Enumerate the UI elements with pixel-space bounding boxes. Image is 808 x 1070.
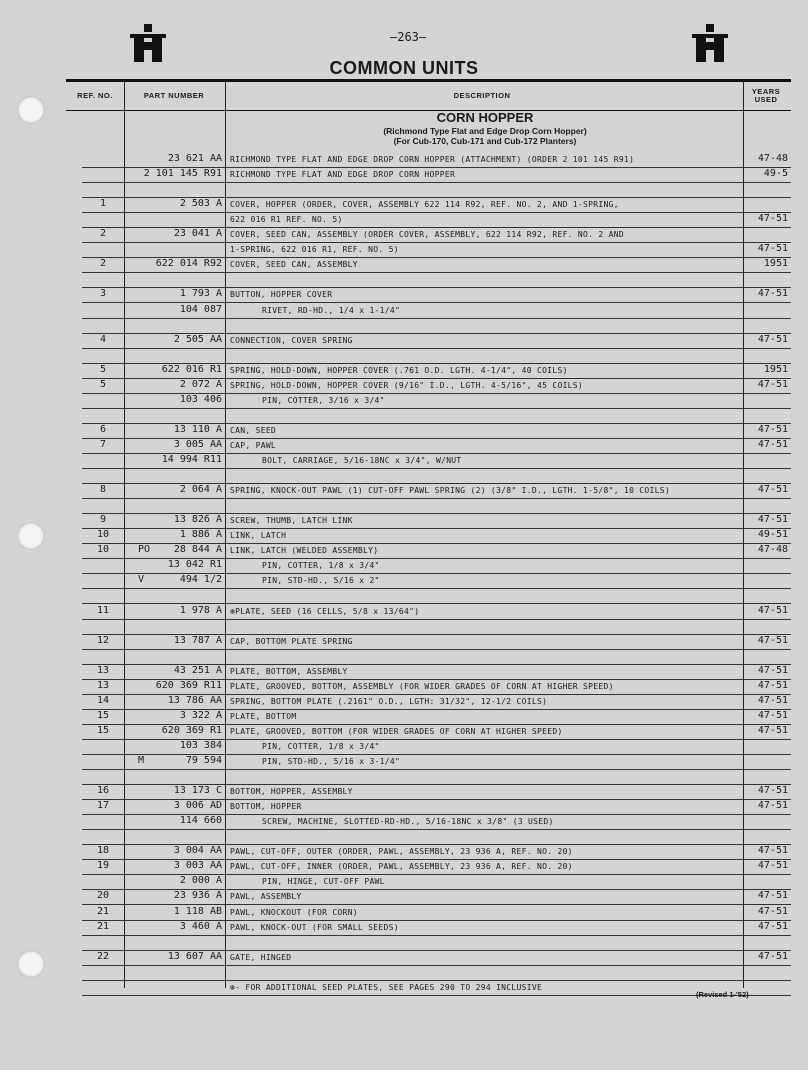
table-row (82, 950, 791, 966)
part-description: LINK, LATCH (WELDED ASSEMBLY) (230, 546, 379, 556)
part-description: PAWL, CUT-OFF, OUTER (ORDER, PAWL, ASSEMBLY, 23 936 A, REF. NO. 20) (230, 847, 573, 857)
table-row (82, 739, 791, 755)
part-description: BUTTON, HOPPER COVER (230, 290, 333, 300)
part-description: PAWL, KNOCKOUT (FOR CORN) (230, 907, 358, 917)
part-prefix: V (138, 574, 145, 586)
part-description: PLATE, BOTTOM (230, 711, 297, 721)
ref-number: 2 (99, 228, 107, 240)
ref-number: 17 (96, 800, 110, 812)
table-row (82, 935, 791, 951)
header-description: DESCRIPTION (453, 91, 511, 100)
part-number: 23 041 A (173, 228, 222, 240)
part-description: PAWL, KNOCK-OUT (FOR SMALL SEEDS) (230, 922, 399, 932)
part-description: PIN, HINGE, CUT-OFF PAWL (262, 877, 385, 887)
table-row (82, 664, 791, 680)
table-row (82, 889, 791, 905)
part-number: 2 101 145 R91 (143, 168, 222, 180)
years-used: 1951 (763, 363, 788, 375)
ref-number: 10 (96, 544, 110, 556)
part-description: COVER, SEED CAN, ASSEMBLY (230, 260, 358, 270)
part-description: COVER, HOPPER (ORDER, COVER, ASSEMBLY 622 114 R92, REF. NO. 2, AND 1-SPRING, (230, 200, 619, 210)
part-description: COVER, SEED CAN, ASSEMBLY (ORDER COVER, ASSEMBLY, 622 114 R92, REF. NO. 2 AND (230, 230, 624, 240)
part-number: 28 844 A (173, 544, 222, 556)
ref-number: 9 (99, 514, 107, 526)
years-used: 47-51 (757, 890, 788, 902)
table-row (82, 167, 791, 183)
table-row (82, 513, 791, 529)
part-number: 13 826 A (173, 514, 222, 526)
ref-number: 1 (99, 198, 107, 210)
years-used: 47-51 (757, 634, 788, 646)
ref-number: 13 (96, 664, 110, 676)
table-row (82, 724, 791, 740)
ref-number: 5 (99, 363, 107, 375)
part-description: SPRING, HOLD-DOWN, HOPPER COVER (.761 O.D. LGTH. 4-1/4", 40 COILS) (230, 365, 568, 375)
part-number: 43 251 A (173, 664, 222, 676)
ref-number: 15 (96, 724, 110, 736)
part-description: SCREW, THUMB, LATCH LINK (230, 516, 353, 526)
table-row (82, 393, 791, 409)
table-row (82, 694, 791, 710)
part-number: 2 072 A (179, 378, 222, 390)
table-row (82, 408, 791, 424)
part-number: 23 621 AA (167, 153, 222, 164)
table-row (82, 905, 791, 921)
part-number: 79 594 (185, 755, 222, 766)
table-row (82, 378, 791, 394)
ref-number: 12 (96, 634, 110, 646)
table-row (82, 649, 791, 665)
table-row (82, 348, 791, 364)
table-row (82, 784, 791, 800)
table-row (82, 152, 791, 168)
ref-number: 18 (96, 845, 110, 857)
part-description: CAP, BOTTOM PLATE SPRING (230, 636, 353, 646)
ref-number: 19 (96, 860, 110, 872)
ref-number: 20 (96, 890, 110, 902)
part-description: PLATE, BOTTOM, ASSEMBLY (230, 666, 348, 676)
part-description: CAN, SEED (230, 425, 277, 435)
ref-number: 11 (96, 604, 110, 616)
part-description: BOTTOM, HOPPER (230, 802, 302, 812)
part-description: RIVET, RD-HD., 1/4 x 1-1/4" (262, 305, 401, 315)
part-description: PIN, COTTER, 3/16 x 3/4" (262, 395, 385, 405)
table-row (82, 333, 791, 349)
table-row (82, 965, 791, 981)
table-row (82, 709, 791, 725)
part-description: SPRING, BOTTOM PLATE (.2161" O.D., LGTH: 31/32", 12-1/2 COILS) (230, 696, 548, 706)
part-description: PIN, COTTER, 1/8 x 3/4" (262, 561, 380, 571)
part-description: SCREW, MACHINE, SLOTTED-RD-HD., 5/16-18NC x 3/8" (3 USED) (262, 817, 554, 827)
part-description: RICHMOND TYPE FLAT AND EDGE DROP CORN HOPPER (ATTACHMENT) (ORDER 2 101 145 R91) (230, 155, 635, 164)
years-used: 47-51 (757, 438, 788, 450)
ref-number: 8 (99, 484, 107, 496)
part-description: CAP, PAWL (230, 440, 277, 450)
ref-number: 5 (99, 378, 107, 390)
table-row (82, 318, 791, 334)
table-row (82, 272, 791, 288)
years-used: 47-51 (757, 920, 788, 932)
years-used: 47-51 (757, 484, 788, 496)
table-row (82, 438, 791, 454)
table-row (82, 528, 791, 544)
table-row (82, 197, 791, 213)
section-subtitle: (Richmond Type Flat and Edge Drop Corn Hopper) (383, 126, 587, 136)
years-used: 47-51 (757, 785, 788, 797)
table-row (82, 227, 791, 243)
header-part: PART NUMBER (143, 91, 205, 100)
table-row (82, 573, 791, 589)
part-number: 2 505 AA (173, 333, 222, 345)
ref-number: 10 (96, 529, 110, 541)
ref-number: 15 (96, 709, 110, 721)
part-number: 14 994 R11 (161, 454, 222, 465)
table-row (82, 588, 791, 604)
part-number: 114 660 (179, 815, 222, 827)
part-description: PIN, STD-HD., 5/16 x 3-1/4" (262, 757, 401, 766)
table-row (82, 558, 791, 574)
revision-note: (Revised 1-'52) (696, 990, 749, 999)
years-used: 47-51 (757, 213, 788, 225)
section-title: CORN HOPPER (436, 110, 534, 125)
part-prefix: PO (138, 544, 151, 556)
part-description: PIN, STD-HD., 5/16 x 2" (262, 576, 380, 586)
part-number: 3 006 AD (173, 800, 222, 812)
ref-number: 22 (96, 950, 110, 962)
table-row (82, 814, 791, 830)
table-header (66, 79, 791, 111)
ref-number: 2 (99, 258, 107, 270)
years-used: 47-51 (757, 860, 788, 872)
table-row (82, 799, 791, 815)
part-number: 13 607 AA (167, 950, 222, 962)
years-used: 47-51 (757, 800, 788, 812)
ref-number: 7 (99, 438, 107, 450)
ref-number: 4 (99, 333, 107, 345)
part-number: 13 042 R1 (167, 559, 222, 571)
table-row (82, 423, 791, 439)
part-number: 620 369 R11 (155, 679, 222, 691)
part-description: ⊛PLATE, SEED (16 CELLS, 5/8 x 13/64") (230, 606, 420, 616)
years-used: 47-51 (757, 709, 788, 721)
part-description: 1-SPRING, 622 016 R1, REF. NO. 5) (230, 245, 399, 255)
part-description: PAWL, ASSEMBLY (230, 892, 302, 902)
table-row (82, 754, 791, 770)
part-number: 103 406 (179, 393, 222, 405)
part-number: 2 000 A (179, 875, 222, 887)
years-used: 47-51 (757, 845, 788, 857)
part-description: SPRING, KNOCK-OUT PAWL (1) CUT-OFF PAWL SPRING (2) (3/8" I.D., LGTH. 1-5/8", 10 COILS) (230, 486, 671, 496)
table-row (82, 182, 791, 198)
years-used: 47-51 (757, 950, 788, 962)
part-description: PIN, COTTER, 1/8 x 3/4" (262, 741, 380, 751)
part-number: 3 003 AA (173, 860, 222, 872)
part-number: 1 886 A (179, 529, 222, 541)
years-used: 47-51 (757, 243, 788, 255)
part-number: 1 118 AB (173, 905, 222, 917)
ref-number: 16 (96, 785, 110, 797)
part-prefix: M (138, 755, 145, 766)
part-number: 622 016 R1 (161, 363, 222, 375)
part-number: 620 369 R1 (161, 724, 222, 736)
ref-number: 21 (96, 905, 110, 917)
part-description: PAWL, CUT-OFF, INNER (ORDER, PAWL, ASSEMBLY, 23 936 A, REF. NO. 20) (230, 862, 573, 872)
years-used: 47-51 (757, 679, 788, 691)
years-used: 47-51 (757, 333, 788, 345)
part-description: RICHMOND TYPE FLAT AND EDGE DROP CORN HOPPER (230, 170, 456, 180)
table-row (82, 257, 791, 273)
binder-hole (17, 950, 45, 978)
years-used: 47-51 (757, 514, 788, 526)
part-number: 1 978 A (179, 604, 222, 616)
section-models: (For Cub-170, Cub-171 and Cub-172 Planters) (393, 136, 577, 146)
part-number: 2 503 A (179, 198, 222, 210)
years-used: 47-51 (757, 288, 788, 300)
part-number: 13 110 A (173, 423, 222, 435)
years-used: 1951 (763, 258, 788, 270)
years-used: 49-5 (763, 168, 788, 180)
table-row (82, 679, 791, 695)
part-number: 3 322 A (179, 709, 222, 721)
part-description: GATE, HINGED (230, 952, 292, 962)
part-number: 1 793 A (179, 288, 222, 300)
part-number: 23 936 A (173, 890, 222, 902)
table-row (82, 363, 791, 379)
years-used: 47-51 (757, 664, 788, 676)
part-description: ⊛- FOR ADDITIONAL SEED PLATES, SEE PAGES 290 TO 294 INCLUSIVE (230, 982, 543, 992)
part-number: 3 005 AA (173, 438, 222, 450)
table-row (82, 769, 791, 785)
table-row (82, 498, 791, 514)
table-row (82, 874, 791, 890)
table-row (82, 303, 791, 319)
part-number: 13 173 C (173, 785, 222, 797)
years-used: 47-51 (757, 378, 788, 390)
part-description: LINK, LATCH (230, 531, 287, 541)
table-row (82, 287, 791, 303)
table-row (82, 483, 791, 499)
part-description: CONNECTION, COVER SPRING (230, 335, 353, 345)
part-description: BOTTOM, HOPPER, ASSEMBLY (230, 787, 353, 797)
part-description: 622 016 R1 REF. NO. 5) (230, 215, 343, 225)
part-number: 104 087 (179, 303, 222, 315)
part-number: 622 014 R92 (155, 258, 222, 270)
page-number: —263— (390, 30, 427, 44)
years-used: 47-48 (757, 544, 788, 556)
binder-hole (17, 96, 45, 124)
table-row (82, 844, 791, 860)
ref-number: 21 (96, 920, 110, 932)
page-title: COMMON UNITS (329, 58, 479, 78)
table-row (82, 920, 791, 936)
part-number: 13 786 AA (167, 694, 222, 706)
years-used: 47-51 (757, 724, 788, 736)
ref-number: 6 (99, 423, 107, 435)
header-years: YEARS USED (751, 87, 781, 104)
table-row (82, 619, 791, 635)
table-row (82, 468, 791, 484)
part-description: PLATE, GROOVED, BOTTOM, ASSEMBLY (FOR WIDER GRADES OF CORN AT HIGHER SPEED) (230, 681, 614, 691)
table-row (82, 242, 791, 258)
table-row (82, 980, 791, 996)
part-number: 2 064 A (179, 484, 222, 496)
years-used: 47-51 (757, 423, 788, 435)
part-number: 103 384 (179, 739, 222, 751)
binder-hole (17, 522, 45, 550)
table-row (82, 634, 791, 650)
ref-number: 3 (99, 288, 107, 300)
part-description: PLATE, GROOVED, BOTTOM (FOR WIDER GRADES OF CORN AT HIGHER SPEED) (230, 726, 563, 736)
table-row (82, 543, 791, 559)
part-number: 3 004 AA (173, 845, 222, 857)
years-used: 47-48 (757, 153, 788, 164)
part-number: 3 460 A (179, 920, 222, 932)
years-used: 47-51 (757, 604, 788, 616)
years-used: 47-51 (757, 694, 788, 706)
part-number: 13 787 A (173, 634, 222, 646)
table-row (82, 453, 791, 469)
part-description: SPRING, HOLD-DOWN, HOPPER COVER (9/16" I.D., LGTH. 4-5/16", 45 COILS) (230, 380, 584, 390)
table-row (82, 859, 791, 875)
table-row (82, 604, 791, 620)
table-row (82, 212, 791, 228)
years-used: 47-51 (757, 905, 788, 917)
part-description: BOLT, CARRIAGE, 5/16-18NC x 3/4", W/NUT (262, 456, 462, 465)
part-number: 494 1/2 (179, 574, 222, 586)
ref-number: 13 (96, 679, 110, 691)
table-row (82, 829, 791, 845)
ref-number: 14 (96, 694, 110, 706)
years-used: 49-51 (757, 529, 788, 541)
header-ref: REF. NO. (77, 91, 113, 100)
